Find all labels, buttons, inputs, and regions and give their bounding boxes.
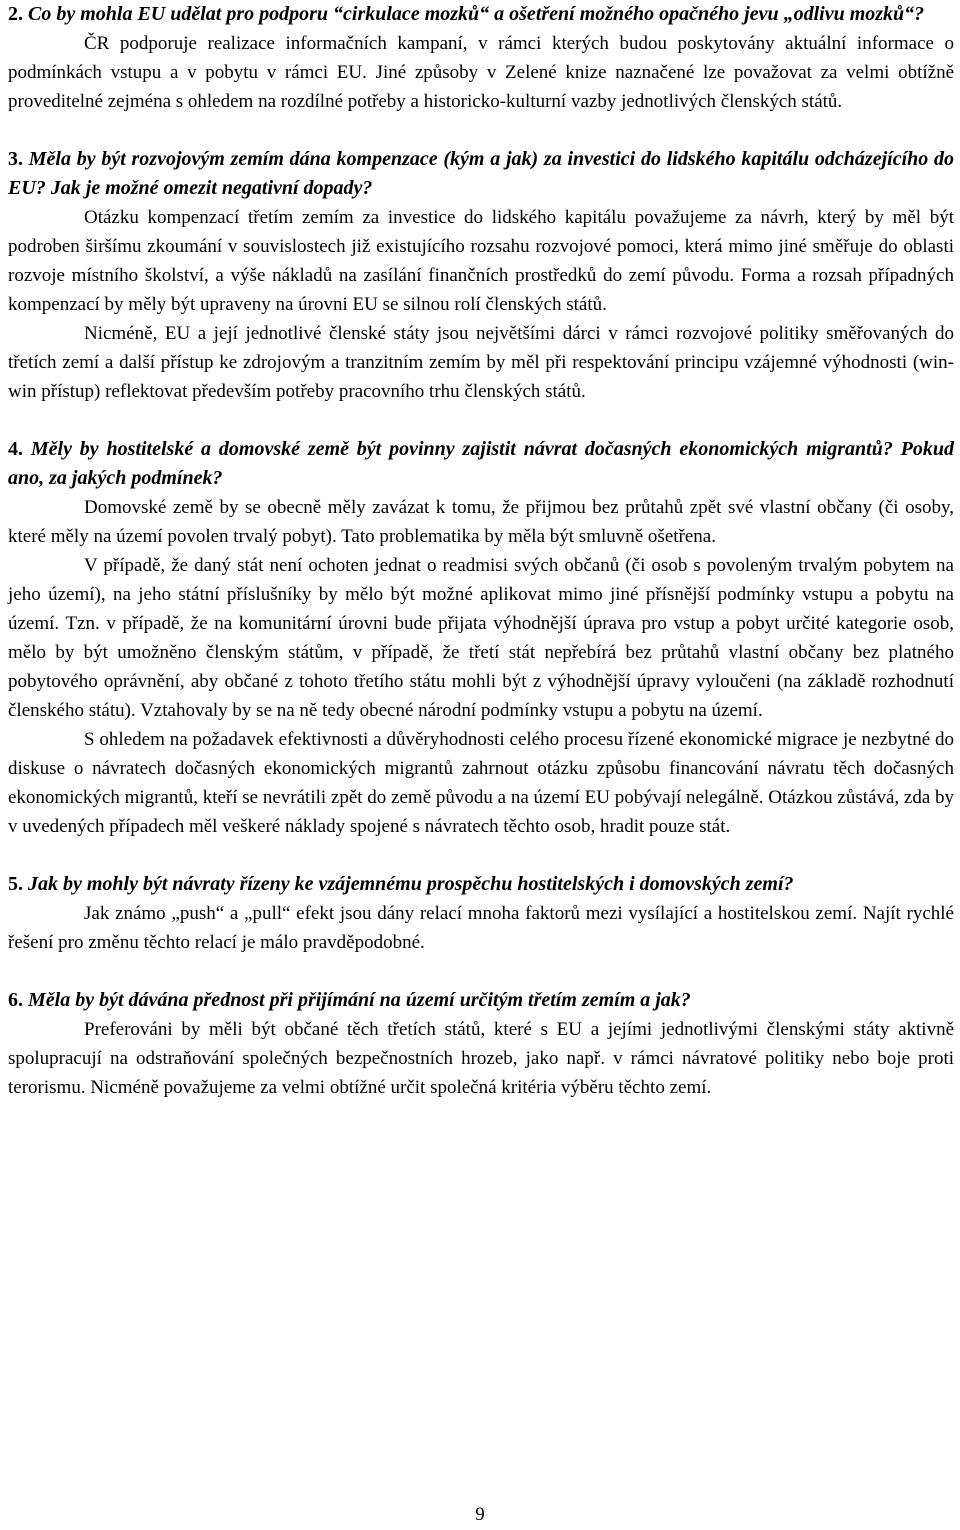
document-page <box>8 0 954 1102</box>
question-number: 3. <box>8 148 23 170</box>
answer-paragraph: ČR podporuje realizace informačních kampaní, v rámci kterých budou poskytovány aktuální informace o podmínkách vstupu a v pobytu v rámci EU. Jiné způsoby v Zelené knize naznačené lze považovat za velmi obtížně proveditelné zejména s ohledem na rozdílné potřeby a historicko-kulturní vazby jednotlivých členských států. <box>8 33 954 112</box>
question-heading <box>8 870 954 899</box>
question-number: 6. <box>8 989 23 1011</box>
question-text: Měla by být dávána přednost při přijímání na území určitým třetím zemím a jak? <box>28 989 691 1011</box>
answer-paragraph: Preferováni by měli být občané těch třetích států, které s EU a jejími jednotlivými členskými státy aktivně spolupracují na odstraňování společných bezpečnostních hrozeb, jako např. v rámci návratové politiky nebo boje proti terorismu. Nicméně považujeme za velmi obtížné určit společná kritéria výběru těchto zemí. <box>8 1019 954 1098</box>
question-number: 2. <box>8 3 23 25</box>
question-text: Měla by být rozvojovým zemím dána kompenzace (kým a jak) za investici do lidského kapitálu odcházejícího do EU? Jak je možné omezit negativní dopady? <box>8 148 954 199</box>
question-text: Co by mohla EU udělat pro podporu “cirkulace mozků“ a ošetření možného opačného jevu „odlivu mozků“? <box>28 3 925 25</box>
answer-paragraph: V případě, že daný stát není ochoten jednat o readmisi svých občanů (či osob s povoleným trvalým pobytem na jeho území), na jeho státní příslušníky by mělo být možné aplikovat mimo jiné přísnější podmínky vstupu a pobytu na území. Tzn. v případě, že na komunitární úrovni bude přijata výhodnější úprava pro vstup a pobyt určité kategorie osob, mělo by být umožněno členským státům, v případě, že třetí stát nepřebírá bez průtahů vlastní občany bez platného pobytového oprávnění, aby občané z tohoto třetího státu mohli být z výhodnější úpravy vyloučeni (na základě rozhodnutí členského státu). Vztahovaly by se na ně tedy obecné národní podmínky vstupu a pobytu na území. <box>8 555 954 721</box>
page-number: 9 <box>475 1504 485 1525</box>
question-number: 5. <box>8 873 23 895</box>
answer-paragraph: S ohledem na požadavek efektivnosti a důvěryhodnosti celého procesu řízené ekonomické migrace je nezbytné do diskuse o návratech dočasných ekonomických migrantů zahrnout otázku způsobu financování návratu těch dočasných ekonomických migrantů, kteří se nevrátili zpět do země původu a na území EU pobývají nelegálně. Otázkou zůstává, zda by v uvedených případech měl veškeré náklady spojené s návratech těchto osob, hradit pouze stát. <box>8 729 954 837</box>
question-heading <box>8 986 954 1015</box>
question-heading <box>8 435 954 493</box>
question-heading <box>8 0 954 29</box>
section-2 <box>8 0 954 116</box>
question-heading <box>8 145 954 203</box>
answer-paragraph: Domovské země by se obecně měly zavázat k tomu, že přijmou bez průtahů zpět své vlastní občany (či osoby, které měly na území povolen trvalý pobyt). Tato problematika by měla být smluvně ošetřena. <box>8 497 954 547</box>
answer-paragraph: Nicméně, EU a její jednotlivé členské státy jsou největšími dárci v rámci rozvojové politiky směřovaných do třetích zemí a další přístup ke zdrojovým a tranzitním zemím by měl při respektování principu vzájemné výhodnosti (win-win přístup) reflektovat především potřeby pracovního trhu členských států. <box>8 323 954 402</box>
section-3 <box>8 145 954 406</box>
answer-paragraph: Otázku kompenzací třetím zemím za investice do lidského kapitálu považujeme za návrh, který by měl být podroben širšímu zkoumání v souvislostech již existujícího rozsahu rozvojové pomoci, která mimo jiné směřuje do oblasti rozvoje místního školství, a výše nákladů na zasílání finančních prostředků do zemí původu. Forma a rozsah případných kompenzací by měly být upraveny na úrovni EU se silnou rolí členských států. <box>8 207 954 315</box>
question-number: 4. <box>8 438 23 460</box>
section-5 <box>8 870 954 957</box>
question-text: Měly by hostitelské a domovské země být povinny zajistit návrat dočasných ekonomických migrantů? Pokud ano, za jakých podmínek? <box>8 438 955 489</box>
question-text: Jak by mohly být návraty řízeny ke vzájemnému prospěchu hostitelských i domovských zemí? <box>28 873 794 895</box>
section-4 <box>8 435 954 841</box>
answer-paragraph: Jak známo „push“ a „pull“ efekt jsou dány relací mnoha faktorů mezi vysílající a hostitelskou zemí. Najít rychlé řešení pro změnu těchto relací je málo pravděpodobné. <box>8 903 954 953</box>
section-6 <box>8 986 954 1102</box>
